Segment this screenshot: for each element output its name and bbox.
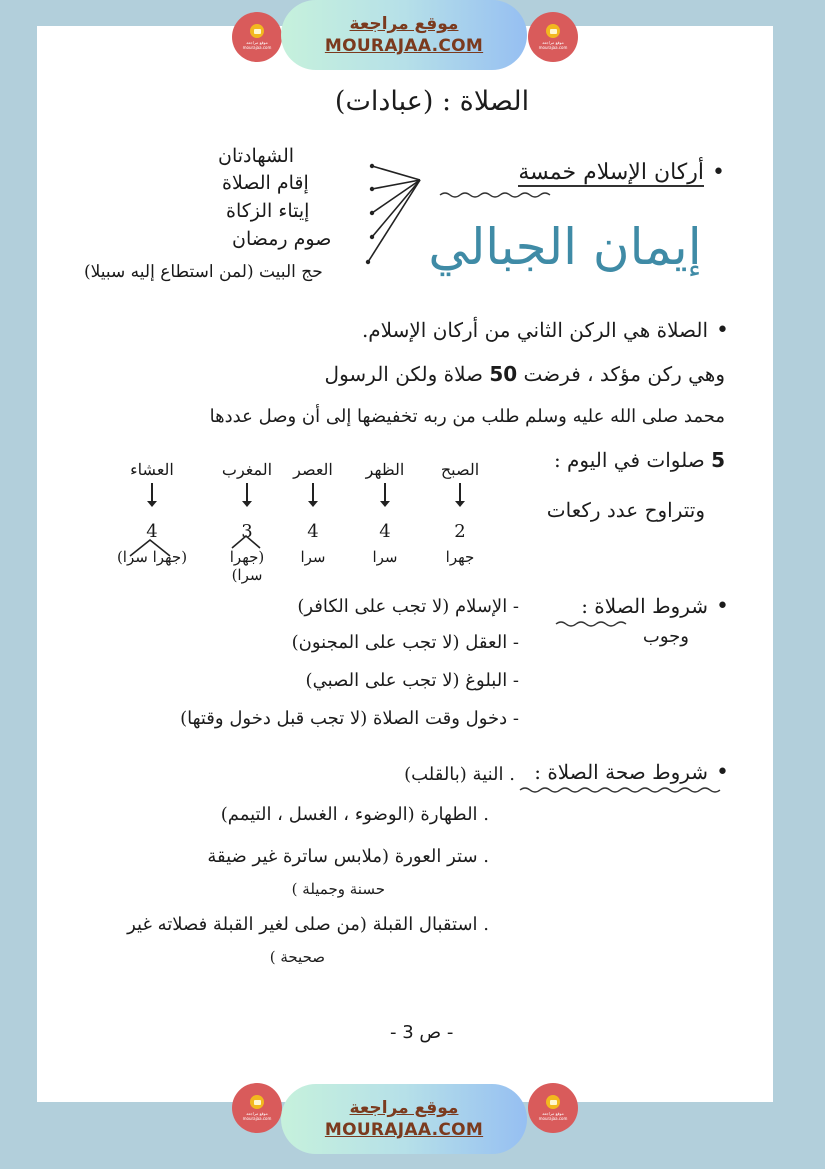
badge-text-ar: موقع مراجعة <box>542 1111 564 1116</box>
obligation-item: - العقل (لا تجب على المجنون) <box>291 632 519 653</box>
badge-text-ar: موقع مراجعة <box>246 1111 268 1116</box>
mourajaa-badge-top-left <box>232 12 282 62</box>
watermark-latin: MOURAJAA.COM <box>324 36 484 56</box>
pillar-item: الشهادتان <box>218 145 295 167</box>
book-logo-icon <box>546 24 560 38</box>
prayer-name: الصبح <box>440 460 480 479</box>
prayer-maghrib <box>212 460 282 584</box>
obligation-item: - دخول وقت الصلاة (لا تجب قبل دخول وقتها) <box>180 708 519 729</box>
badge-text-en: mourajaa.com <box>538 45 568 50</box>
arrow-down-icon <box>246 483 248 503</box>
watermark-arabic: موقع مراجعة <box>349 1098 459 1118</box>
mourajaa-badge-bottom-right <box>528 1083 578 1133</box>
mourajaa-badge-top-right <box>528 12 578 62</box>
intro-line-2b: صلاة ولكن الرسول <box>324 362 483 386</box>
prayer-dhuhr <box>360 460 410 566</box>
recitation-mode: (جهرا سرا) <box>229 548 265 584</box>
intro-line-4-text: صلوات في اليوم : <box>553 448 705 472</box>
prayer-name: الظهر <box>365 460 405 479</box>
author-name: إيمان الجبالي <box>428 218 702 276</box>
prayer-name: العشاء <box>130 460 174 479</box>
count-50: 50 <box>489 362 518 386</box>
recitation-mode: جهرا <box>445 548 475 566</box>
validity-item: . ستر العورة (ملابس ساترة غير ضيقة <box>207 846 489 867</box>
prayer-name: المغرب <box>221 460 273 479</box>
prayer-isha <box>112 460 192 566</box>
arrow-down-icon <box>459 483 461 503</box>
intro-line-4 <box>554 448 725 472</box>
pillars-heading-text: أركان الإسلام خمسة <box>518 160 705 185</box>
validity-item: . الطهارة (الوضوء ، الغسل ، التيمم) <box>220 804 489 825</box>
badge-text-en: mourajaa.com <box>242 1116 272 1121</box>
pillar-item: إيتاء الزكاة <box>226 200 310 222</box>
pillars-heading <box>518 160 725 185</box>
validity-item: . النية (بالقلب) <box>404 764 515 785</box>
book-logo-icon <box>546 1095 560 1109</box>
prayer-name: العصر <box>293 460 333 479</box>
rakat-count: 4 <box>146 521 158 542</box>
validity-heading-text: شروط صحة الصلاة : <box>534 760 709 784</box>
watermark-arabic: موقع مراجعة <box>349 14 459 34</box>
watermark-banner-bottom[interactable] <box>281 1084 527 1154</box>
validity-heading <box>534 760 729 785</box>
recitation-mode: سرا <box>300 548 326 566</box>
pillar-item: صوم رمضان <box>232 228 332 250</box>
page-title: الصلاة : (عبادات) <box>334 86 530 117</box>
badge-text-ar: موقع مراجعة <box>542 40 564 45</box>
validity-item: . استقبال القبلة (من صلى لغير القبلة فصلاته غير <box>127 914 489 935</box>
badge-text-en: mourajaa.com <box>242 45 272 50</box>
prayer-asr <box>288 460 338 566</box>
rakat-count: 4 <box>307 521 319 542</box>
badge-text-ar: موقع مراجعة <box>246 40 268 45</box>
watermark-latin: MOURAJAA.COM <box>324 1120 484 1140</box>
intro-line-2 <box>325 362 725 386</box>
rakat-count: 2 <box>454 521 466 542</box>
recitation-mode: سرا <box>372 548 398 566</box>
intro-line-1 <box>362 318 729 343</box>
obligation-heading <box>581 594 729 619</box>
obligation-subheading: وجوب <box>642 626 689 647</box>
page-number: - ص 3 - <box>390 1022 454 1043</box>
prayer-fajr <box>435 460 485 566</box>
intro-line-1-text: الصلاة هي الركن الثاني من أركان الإسلام. <box>361 318 709 342</box>
watermark-banner-top[interactable] <box>281 0 527 70</box>
intro-line-2a: وهي ركن مؤكد ، فرضت <box>523 362 725 386</box>
obligation-heading-text: شروط الصلاة : <box>581 594 709 618</box>
mourajaa-badge-bottom-left <box>232 1083 282 1133</box>
book-logo-icon <box>250 1095 264 1109</box>
arrow-down-icon <box>151 483 153 503</box>
pillar-item: إقام الصلاة <box>222 172 309 194</box>
validity-item-cont: صحيحة ) <box>269 948 325 966</box>
rakat-count: 3 <box>241 521 253 542</box>
arrow-down-icon <box>384 483 386 503</box>
pillar-item: حج البيت (لمن استطاع إليه سبيلا) <box>84 262 323 282</box>
badge-text-en: mourajaa.com <box>538 1116 568 1121</box>
obligation-item: - البلوغ (لا تجب على الصبي) <box>305 670 519 691</box>
intro-line-3: محمد صلى الله عليه وسلم طلب من ربه تخفيضها إلى أن وصل عددها <box>209 406 725 427</box>
recitation-mode: (جهرا سرا) <box>116 548 188 566</box>
obligation-item: - الإسلام (لا تجب على الكافر) <box>297 596 519 617</box>
rakat-count: 4 <box>379 521 391 542</box>
count-5: 5 <box>711 448 725 472</box>
book-logo-icon <box>250 24 264 38</box>
arrow-down-icon <box>312 483 314 503</box>
validity-item-cont: حسنة وجميلة ) <box>291 880 385 898</box>
rakat-note: وتتراوح عدد ركعات <box>546 498 705 522</box>
